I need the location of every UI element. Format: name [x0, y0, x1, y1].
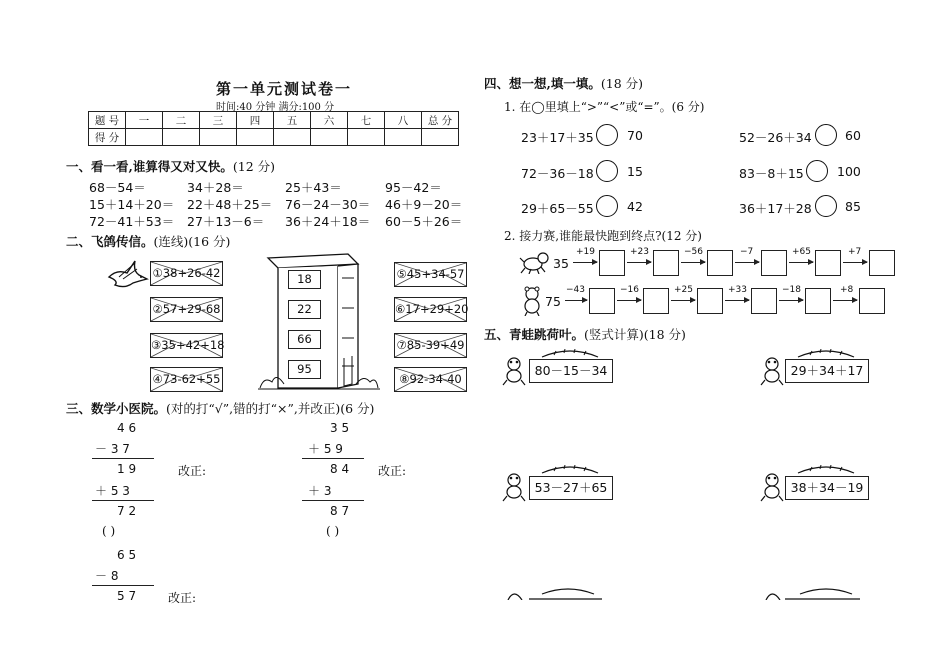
section-5-heading: 五、青蛙跳荷叶。 — [484, 327, 585, 342]
vertical-rule — [302, 500, 364, 501]
compare-left: 83－8＋15 — [739, 166, 804, 181]
section-3-heading: 三、数学小医院。 — [66, 401, 167, 416]
compare-left: 29＋65－55 — [521, 201, 594, 216]
race-arrow — [779, 300, 803, 301]
compare-circle[interactable] — [596, 160, 618, 182]
section-2-points: (连线)(16 分) — [153, 234, 231, 249]
compare-left: 23＋17＋35 — [521, 130, 594, 145]
vertical-rule — [92, 458, 154, 459]
calc-item: 60－5＋26＝ — [385, 214, 463, 229]
race-box[interactable] — [805, 288, 831, 314]
score-cell[interactable] — [311, 129, 348, 146]
calc-item: 95－42＝ — [385, 180, 442, 195]
frog-leaf-problem: 38＋34－19 — [785, 476, 869, 500]
calc-item: 36＋24＋18＝ — [285, 214, 371, 229]
frog-leaf-problem: 80－15－34 — [529, 359, 613, 383]
compare-circle[interactable] — [815, 195, 837, 217]
score-cell[interactable] — [126, 129, 163, 146]
race-box[interactable] — [761, 250, 787, 276]
question-2-prompt: 2. 接力赛,谁能最快跑到终点?(12 分) — [504, 229, 702, 243]
frog-icon — [502, 356, 526, 386]
frog-icon — [760, 472, 784, 502]
vertical-rule — [302, 458, 364, 459]
score-cell[interactable] — [274, 129, 311, 146]
score-cell[interactable] — [422, 129, 459, 146]
section-1-title — [66, 157, 275, 175]
race-box[interactable] — [751, 288, 777, 314]
race-arrow — [671, 300, 695, 301]
envelope-text: ④73-62+55 — [152, 372, 221, 386]
race-op: +65 — [792, 247, 811, 257]
vertical-digit: 4 6 — [117, 421, 137, 435]
race-op: −16 — [620, 285, 639, 295]
score-header-cell: 一 — [126, 112, 163, 129]
lotus-leaf-icon — [796, 349, 856, 359]
envelope-text: ⑦85-39+49 — [396, 338, 465, 352]
lotus-leaf-icon — [540, 349, 600, 359]
page-title: 第一单元测试卷一 — [216, 80, 353, 98]
compare-circle[interactable] — [596, 124, 618, 146]
correct-label: 改正: — [378, 464, 407, 478]
frog-leaf-cut-icon — [502, 586, 602, 600]
score-cell[interactable] — [237, 129, 274, 146]
building-window-2[interactable]: 22 — [288, 300, 321, 319]
race-box[interactable] — [697, 288, 723, 314]
answer-blank[interactable]: ( ) — [102, 524, 116, 538]
vertical-digit: － 8 — [95, 569, 119, 583]
section-5-title — [484, 325, 686, 343]
compare-circle[interactable] — [596, 195, 618, 217]
compare-circle[interactable] — [815, 124, 837, 146]
race-op: +25 — [674, 285, 693, 295]
calc-item: 72－41＋53＝ — [89, 214, 175, 229]
race-arrow — [627, 262, 651, 263]
frog-leaf-problem: 29＋34＋17 — [785, 359, 869, 383]
frog-leaf-problem: 53－27＋65 — [529, 476, 613, 500]
section-2-title — [66, 232, 230, 250]
envelope-text: ②57+29-68 — [152, 302, 221, 316]
race-op: −18 — [782, 285, 801, 295]
building-window-1[interactable]: 18 — [288, 270, 321, 289]
exam-info: 时间:40 分钟 满分:100 分 — [216, 102, 335, 113]
calc-item: 22＋48＋25＝ — [187, 197, 273, 212]
race-arrow — [725, 300, 749, 301]
envelope-left-4[interactable] — [150, 367, 223, 392]
compare-right: 42 — [627, 199, 643, 214]
score-header-cell: 七 — [348, 112, 385, 129]
race-arrow — [833, 300, 857, 301]
compare-right: 60 — [845, 128, 861, 143]
building-window-3[interactable]: 66 — [288, 330, 321, 349]
envelope-right-6[interactable] — [394, 297, 467, 322]
score-header-cell: 六 — [311, 112, 348, 129]
envelope-left-2[interactable] — [150, 297, 223, 322]
vertical-digit: ＋ 5 9 — [308, 442, 343, 456]
envelope-left-1[interactable] — [150, 261, 223, 286]
vertical-rule — [92, 585, 154, 586]
vertical-digit: 8 4 — [330, 462, 350, 476]
calc-item: 25＋43＝ — [285, 180, 342, 195]
race-op: −7 — [740, 247, 754, 257]
vertical-digit: 7 2 — [117, 504, 137, 518]
score-header-cell: 二 — [163, 112, 200, 129]
score-cell[interactable] — [385, 129, 422, 146]
score-header-cell: 三 — [200, 112, 237, 129]
race-box[interactable] — [859, 288, 885, 314]
section-4-title — [484, 74, 643, 92]
race-arrow — [573, 262, 597, 263]
envelope-text: ⑤45+34-57 — [396, 267, 465, 281]
section-5-points: (竖式计算)(18 分) — [584, 327, 686, 342]
vertical-rule — [92, 500, 154, 501]
score-header-cell: 八 — [385, 112, 422, 129]
section-1-points: (12 分) — [232, 159, 275, 174]
question-1-prompt: 1. 在◯里填上“>”“<”或“=”。(6 分) — [504, 100, 705, 114]
lotus-leaf-icon — [796, 465, 856, 475]
calc-item: 76－24－30＝ — [285, 197, 371, 212]
calc-item: 15＋14＋20＝ — [89, 197, 175, 212]
correct-label: 改正: — [168, 591, 197, 605]
race-arrow — [735, 262, 759, 263]
race-op: −43 — [566, 285, 585, 295]
score-header-cell: 总 分 — [422, 112, 459, 129]
race-arrow — [843, 262, 867, 263]
score-table — [88, 111, 459, 146]
score-row-label: 得 分 — [89, 129, 126, 146]
compare-right: 100 — [837, 164, 861, 179]
vertical-digit: 3 5 — [330, 421, 350, 435]
compare-right: 85 — [845, 199, 861, 214]
envelope-right-8[interactable] — [394, 367, 467, 392]
score-cell[interactable] — [200, 129, 237, 146]
race-box[interactable] — [599, 250, 625, 276]
compare-left: 72－36－18 — [521, 166, 594, 181]
compare-right: 70 — [627, 128, 643, 143]
race-box[interactable] — [653, 250, 679, 276]
score-header-cell: 五 — [274, 112, 311, 129]
race-op: −56 — [684, 247, 703, 257]
runner-bear-icon — [519, 286, 545, 316]
race-1-start: 35 — [553, 256, 569, 271]
race-arrow — [565, 300, 587, 301]
score-header-cell: 题 号 — [89, 112, 126, 129]
race-2-start: 75 — [545, 294, 561, 309]
lotus-leaf-icon — [540, 465, 600, 475]
section-4-points: (18 分) — [600, 76, 643, 91]
race-op: +7 — [848, 247, 862, 257]
envelope-text: ①38+26-42 — [152, 266, 221, 280]
frog-icon — [760, 356, 784, 386]
building-window-4[interactable]: 95 — [288, 360, 321, 379]
section-3-points: (对的打“√”,错的打“×”,并改正)(6 分) — [166, 401, 375, 416]
score-cell[interactable] — [348, 129, 385, 146]
envelope-text: ⑧92-34-40 — [399, 372, 462, 386]
race-op: +19 — [576, 247, 595, 257]
envelope-right-5[interactable] — [394, 262, 467, 287]
envelope-text: ⑥17+29+20 — [395, 302, 469, 316]
vertical-digit: ＋ 3 — [308, 484, 332, 498]
compare-left: 36＋17＋28 — [739, 201, 812, 216]
compare-circle[interactable] — [806, 160, 828, 182]
envelope-text: ③35+42+18 — [151, 338, 225, 352]
race-box[interactable] — [869, 250, 895, 276]
answer-blank[interactable]: ( ) — [326, 524, 340, 538]
race-arrow — [789, 262, 813, 263]
race-op: +8 — [840, 285, 854, 295]
pigeon-icon — [105, 255, 149, 291]
race-op: +23 — [630, 247, 649, 257]
vertical-digit: ＋ 5 3 — [95, 484, 130, 498]
correct-label: 改正: — [178, 464, 207, 478]
frog-leaf-cut-icon — [760, 586, 860, 600]
calc-item: 46＋9－20＝ — [385, 197, 463, 212]
section-1-heading: 一、看一看,谁算得又对又快。 — [66, 159, 233, 174]
race-op: +33 — [728, 285, 747, 295]
race-arrow — [681, 262, 705, 263]
calc-item: 34＋28＝ — [187, 180, 244, 195]
vertical-digit: 8 7 — [330, 504, 350, 518]
runner-dog-icon — [519, 250, 549, 274]
section-2-heading: 二、飞鸽传信。 — [66, 234, 154, 249]
compare-left: 52－26＋34 — [739, 130, 812, 145]
score-header-cell: 四 — [237, 112, 274, 129]
race-box[interactable] — [643, 288, 669, 314]
vertical-digit: 6 5 — [117, 548, 137, 562]
vertical-digit: 1 9 — [117, 462, 137, 476]
race-box[interactable] — [815, 250, 841, 276]
frog-icon — [502, 472, 526, 502]
section-3-title — [66, 399, 374, 417]
race-box[interactable] — [589, 288, 615, 314]
section-4-heading: 四、想一想,填一填。 — [484, 76, 601, 91]
envelope-left-3[interactable] — [150, 333, 223, 358]
vertical-digit: － 3 7 — [95, 442, 130, 456]
vertical-digit: 5 7 — [117, 589, 137, 603]
calc-item: 27＋13－6＝ — [187, 214, 265, 229]
calc-item: 68－54＝ — [89, 180, 146, 195]
race-arrow — [617, 300, 641, 301]
compare-right: 15 — [627, 164, 643, 179]
envelope-right-7[interactable] — [394, 333, 467, 358]
score-cell[interactable] — [163, 129, 200, 146]
race-box[interactable] — [707, 250, 733, 276]
